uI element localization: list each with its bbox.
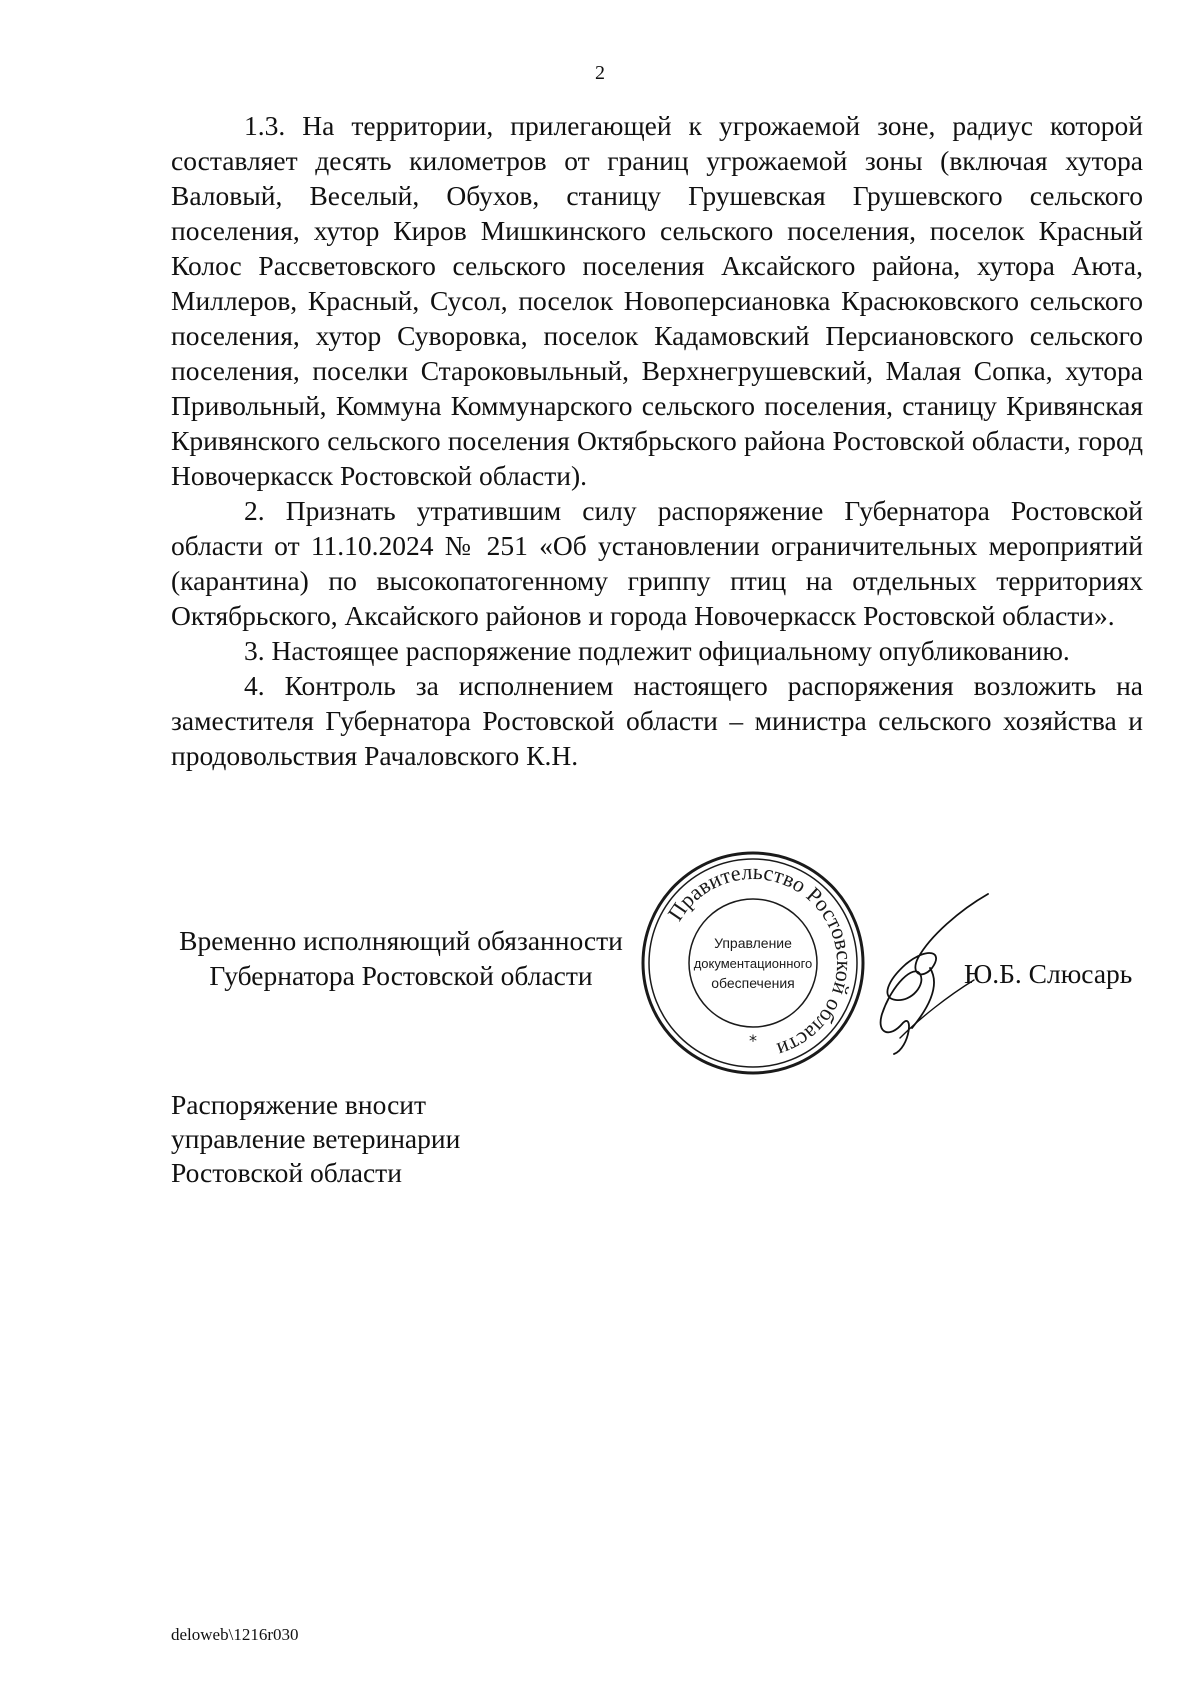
signatory-position-line2: Губернатора Ростовской области — [209, 960, 593, 991]
paragraph-4: 4. Контроль за исполнением настоящего распоряжения возложить на заместителя Губернатора Ростовской области – министра сельского хозяйства и продовольствия Рачаловского К.Н. — [171, 670, 1143, 771]
signatory-name: Ю.Б. Слюсарь — [964, 958, 1133, 989]
stamp-center-line3: обеспечения — [711, 975, 795, 991]
stamp-center-line2: документационного — [693, 956, 813, 971]
introducer-line3: Ростовской области — [171, 1157, 402, 1188]
introducer-block — [171, 1088, 460, 1190]
stamp-star: * — [749, 1031, 757, 1050]
signatory-position-line1: Временно исполняющий обязанности — [179, 925, 623, 956]
paragraph-2: 2. Признать утратившим силу распоряжение Губернатора Ростовской области от 11.10.2024 № 251 «Об установлении ограничительных мероприятий (карантина) по высокопатогенному гриппу птиц на отдельных территориях Октябрьского, Аксайского районов и города Новочеркасск Ростовской области». — [171, 495, 1143, 631]
file-reference: deloweb\1216r030 — [171, 1625, 299, 1644]
signatory-position — [171, 923, 631, 993]
introducer-line2: управление ветеринарии — [171, 1123, 461, 1154]
paragraph-3: 3. Настоящее распоряжение подлежит официальному опубликованию. — [244, 635, 1070, 666]
document-body — [171, 108, 1143, 773]
signature-flourish — [900, 980, 974, 1038]
paragraph-1-3: 1.3. На территории, прилегающей к угрожаемой зоне, радиус которой составляет десять километров от границ угрожаемой зоны (включая хутора Валовый, Веселый, Обухов, станицу Грушевская Грушевского сельского поселения, хутор Киров Мишкинского сельского поселения, поселок Красный Колос Рассветовского сельского поселения Аксайского района, хутора Аюта, Миллеров, Красный, Сусол, поселок Новоперсиановка Красюковского сельского поселения, хутор Суворовка, поселок Кадамовский Персиановского сельского поселения, поселки Староковыльный, Верхнегрушевский, Малая Сопка, хутора Привольный, Коммуна Коммунарского сельского поселения, станицу Кривянская Кривянского сельского поселения Октябрьского района Ростовской области, город Новочеркасск Ростовской области). — [171, 110, 1143, 491]
official-stamp — [640, 850, 866, 1076]
stamp-ring-text: Правительство Ростовской области — [662, 858, 858, 1063]
introducer-line1: Распоряжение вносит — [171, 1089, 427, 1120]
page-number: 2 — [595, 62, 605, 84]
stamp-center-line1: Управление — [714, 935, 792, 951]
